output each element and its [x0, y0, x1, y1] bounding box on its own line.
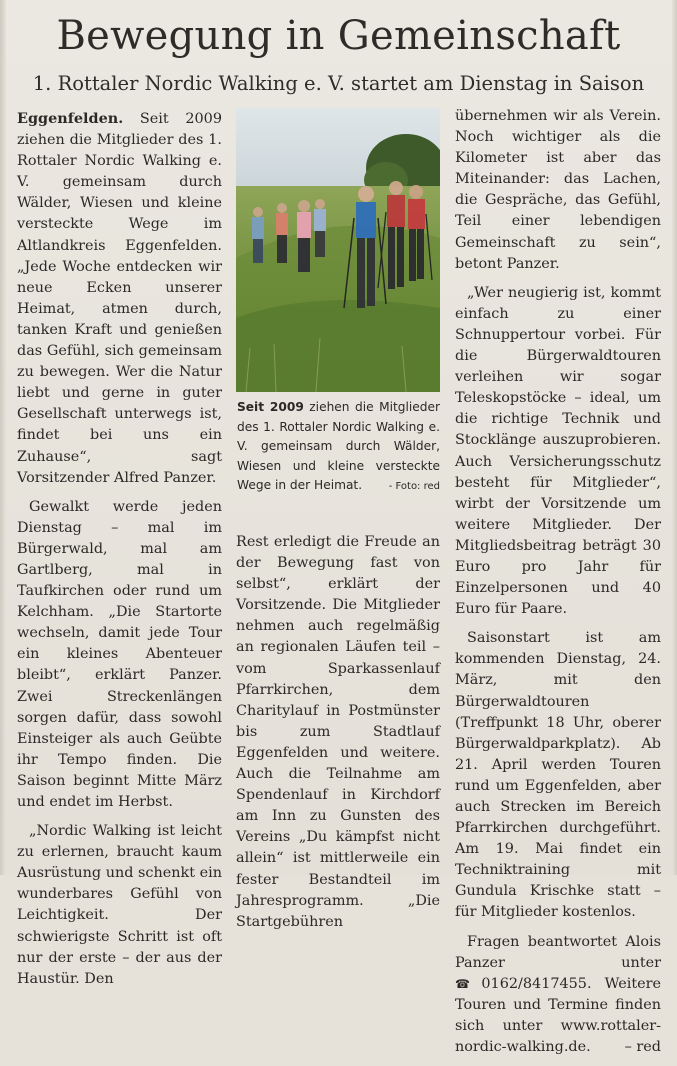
paragraph: „Wer neugierig ist, kommt einfach zu einer Schnuppertour vorbei. Für die Bürgerwaldtouren verleihen wir sogar Teleskopstöcke – ideal, um die richtige Technik und Stocklänge auszuprobieren. Auch Versicherungsschutz besteht für Mitglieder“, wirbt der Vorsitzende um weitere Mitglieder. Der Mitgliedsbeitrag beträgt 30 Euro pro Jahr für Einzelpersonen und 40 Euro für Paare.: [455, 284, 661, 618]
article-column-2: [236, 532, 440, 941]
article-photo: [236, 108, 440, 392]
contact-paragraph: [455, 932, 661, 1059]
photo-credit: - Foto: red: [388, 481, 440, 493]
paragraph: „Nordic Walking ist leicht zu erlernen, braucht kaum Ausrüstung und schenkt ein wunderbares Gefühl von Leichtigkeit. Der schwierigste Schritt ist oft nur der erste – der aus der Haustür. Den: [17, 823, 222, 987]
paragraph: Rest erledigt die Freude an der Bewegung fast von selbst“, erklärt der Vorsitzende. Die Mitglieder nehmen auch regelmäßig an regionalen Läufen teil – vom Sparkassenlauf Pfarrkirchen, dem Charitylauf in Postmünster bis zum Stadtlauf Eggenfelden und weitere. Auch die Teilnahme am Spendenlauf in Kirchdorf am Inn zu Gunsten des Vereins „Du kämpfst nicht allein“ ist mittlerweile ein fester Bestandteil im Jahresprogramm. „Die Startgebühren: [236, 534, 440, 930]
dateline: Eggenfelden.: [17, 110, 124, 127]
article-column-1: [17, 108, 222, 998]
article-column-3: [455, 106, 661, 1066]
paragraph: Gewalkt werde jeden Dienstag – mal im Bürgerwald, mal am Gartlberg, mal in Taufkirchen oder rund um Kelchham. „Die Startorte wechseln, damit jede Tour ein kleines Abenteuer bleibt“, erklärt Panzer. Zwei Streckenlängen sorgen dafür, dass sowohl Einsteiger als auch Geübte ihr Tempo finden. Die Saison beginnt Mitte März und endet im Herbst.: [17, 498, 222, 810]
page-edge-left: [0, 0, 6, 875]
article-subheadline: 1. Rottaler Nordic Walking e. V. startet am Dienstag in Saison: [32, 72, 645, 95]
paragraph: übernehmen wir als Verein. Noch wichtiger als die Kilometer ist aber das Miteinander: das Lachen, die Gespräche, das Gefühl, Teil einer lebendigen Gemeinschaft zu sein“, betont Panzer.: [455, 108, 661, 272]
page-edge-right: [672, 0, 677, 875]
phone-number[interactable]: 0162/8417455.: [481, 975, 592, 992]
contact-outro: Weitere Touren und Termine finden sich unter www.rottaler-nordic-walking.de.: [455, 975, 662, 1056]
phone-icon: ☎: [455, 976, 479, 991]
caption-text: ziehen die Mitglieder des 1. Rottaler Nordic Walking e. V. gemeinsam durch Wälder, Wiesen und kleine versteckte Wege in der Heimat.: [237, 400, 440, 493]
nordic-walkers-photo: [236, 108, 440, 392]
photo-caption: [237, 398, 440, 497]
contact-intro: Fragen beantwortet Alois Panzer unter: [455, 933, 661, 971]
article-headline: Bewegung in Gemeinschaft: [56, 13, 621, 59]
paragraph-text: Seit 2009 ziehen die Mitglieder des 1. Rottaler Nordic Walking e. V. gemeinsam durch Wälder, Wiesen und kleine versteckte Wege im Altlandkreis Eggenfelden. „Jede Woche entdecken wir neue Ecken unserer Heimat, atmen durch, tanken Kraft und genießen das Gefühl, sich gemeinsam zu bewegen. Wer die Natur liebt und gerne in guter Gesellschaft unterwegs ist, findet bei uns ein Zuhause“, sagt Vorsitzender Alfred Panzer.: [17, 111, 222, 486]
paragraph: Saisonstart ist am kommenden Dienstag, 24. März, mit den Bürgerwaldtouren (Treffpunkt 18 Uhr, oberer Bürgerwaldparkplatz). Ab 21. April werden Touren rund um Eggenfelden, aber auch Strecken im Bereich Pfarrkirchen durchgeführt. Am 19. Mai findet ein Techniktraining mit Gundula Krischke statt – für Mitglieder kostenlos.: [455, 630, 661, 921]
paragraph: [17, 108, 222, 489]
caption-lead: Seit 2009: [237, 400, 304, 414]
author-signature: – red: [624, 1039, 661, 1056]
